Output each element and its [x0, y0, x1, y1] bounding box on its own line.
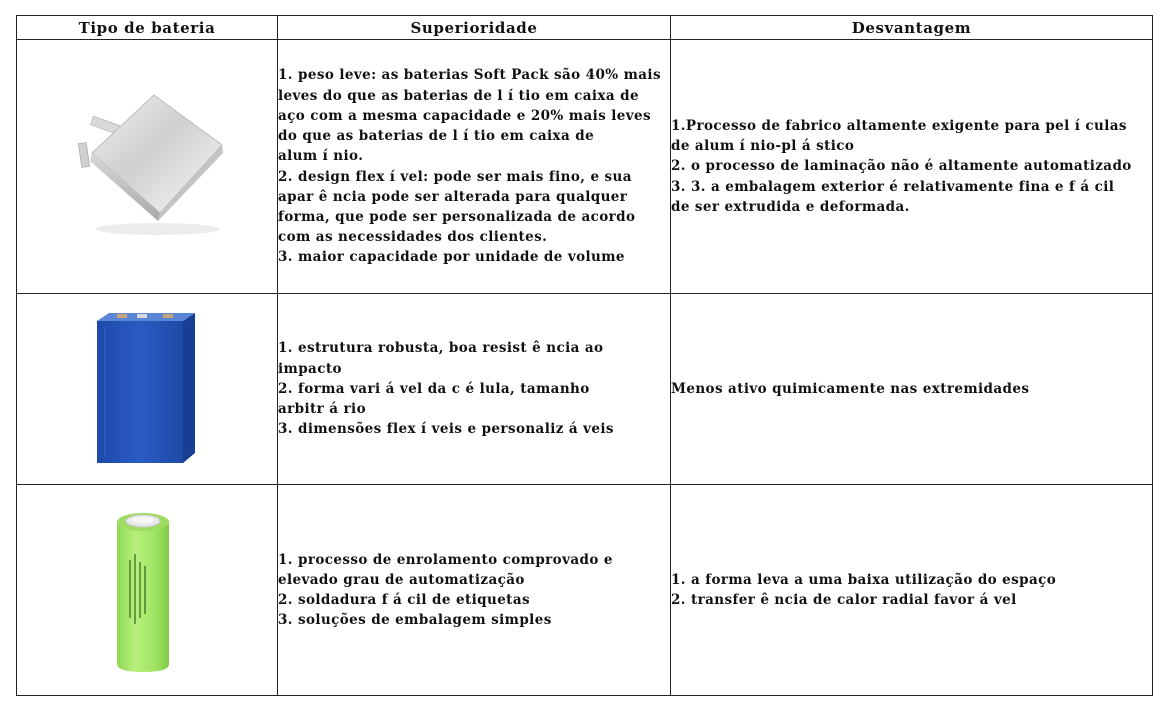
text-line: 2. soldadura f á cil de etiquetas — [278, 592, 530, 608]
text-line: 2. transfer ê ncia de calor radial favor á vel — [671, 592, 1017, 608]
text-line: Menos ativo quimicamente nas extremidades — [671, 380, 1030, 397]
header-superiority: Superioridade — [278, 16, 671, 40]
comparison-table — [16, 15, 1153, 696]
text-line: do que as baterias de l í tio em caixa de — [278, 128, 595, 145]
text-line: com as necessidades dos clientes. — [278, 229, 548, 246]
header-row — [17, 16, 1153, 40]
battery-image-cell — [17, 485, 278, 696]
pouch-battery-image — [62, 83, 232, 243]
text-line: leves do que as baterias de l í tio em caixa de — [278, 87, 639, 104]
superiority-cell — [278, 294, 671, 485]
table-row — [17, 294, 1153, 485]
header-disadvantage: Desvantagem — [671, 16, 1153, 40]
text-line: 3. dimensões flex í veis e personaliz á veis — [278, 421, 614, 438]
text-line: impacto — [278, 360, 342, 377]
superiority-cell — [278, 40, 671, 294]
text-line: alum í nio. — [278, 148, 364, 165]
disadvantage-cell — [671, 40, 1153, 294]
cylindrical-battery-image — [99, 500, 189, 680]
header-battery-type: Tipo de bateria — [17, 16, 278, 40]
prismatic-battery-image — [83, 307, 203, 471]
text-line: forma, que pode ser personalizada de acordo — [278, 208, 636, 225]
text-line: 1. estrutura robusta, boa resist ê ncia ao — [278, 340, 604, 357]
text-line: 1. peso leve: as baterias Soft Pack são 40% mais — [278, 67, 661, 84]
text-line: de ser extrudida e deformada. — [671, 198, 910, 215]
text-line: 3. 3. a embalagem exterior é relativamente fina e f á cil — [671, 178, 1115, 195]
text-line: 3. maior capacidade por unidade de volume — [278, 249, 625, 266]
battery-image-cell — [17, 40, 278, 294]
text-line: aço com a mesma capacidade e 20% mais leves — [278, 107, 651, 124]
text-line: 1. a forma leva a uma baixa utilização do espaço — [671, 571, 1057, 588]
text-line: 2. o processo de laminação não é altamente automatizado — [671, 158, 1132, 175]
text-line: 2. forma vari á vel da c é lula, tamanho — [278, 380, 590, 397]
table-row — [17, 485, 1153, 696]
text-line: apar ê ncia pode ser alterada para qualquer — [278, 188, 628, 205]
disadvantage-cell — [671, 485, 1153, 696]
text-line: 2. design flex í vel: pode ser mais fino, e sua — [278, 168, 632, 185]
text-line: 1. processo de enrolamento comprovado e — [278, 551, 613, 568]
table-row — [17, 40, 1153, 294]
text-line: arbitr á rio — [278, 401, 366, 418]
text-line: 1.Processo de fabrico altamente exigente para pel í culas — [671, 117, 1127, 134]
battery-image-cell — [17, 294, 278, 485]
disadvantage-cell — [671, 294, 1153, 485]
text-line: de alum í nio-pl á stico — [671, 138, 855, 155]
text-line: elevado grau de automatização — [278, 571, 525, 588]
text-line: 3. soluções de embalagem simples — [278, 612, 552, 629]
superiority-cell — [278, 485, 671, 696]
